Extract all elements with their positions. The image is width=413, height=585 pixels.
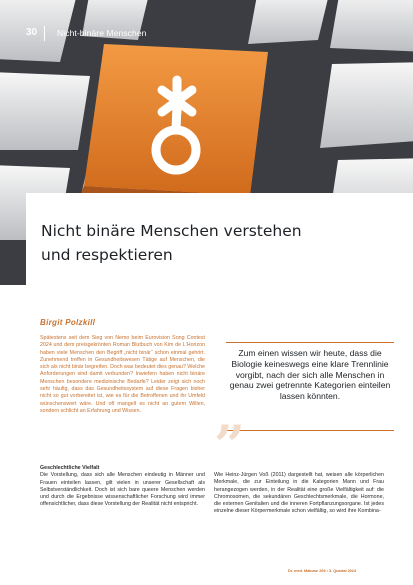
quote-rule-top bbox=[226, 342, 394, 343]
title-box bbox=[26, 193, 413, 285]
quote-rule-bottom bbox=[226, 430, 394, 431]
lead-paragraph bbox=[40, 335, 205, 415]
right-column-body bbox=[214, 472, 384, 516]
body-text-right: Wie Heinz-Jürgen Voß (2011) dargestellt hat, weisen alle körperlichen Merkmale, die zur Einteilung in die Kategorien Mann und Frau herangezogen werden, in der Realität eine große Vielfältigkeit auf: die Chromosomen, die sekundären Geschlechtsmerkmale, die Hormone, die externen Genitalien und die inneren Fortpflanzungsorgane. Ist jedes einzelne dieser Körpermerkmale schon vielfältig, so wird ihre Kombina- bbox=[214, 472, 384, 515]
quote-mark-icon: ” bbox=[214, 413, 246, 477]
subheading: Geschlechtliche Vielfalt bbox=[40, 465, 100, 471]
author-name: Birgit Polzkill bbox=[40, 318, 96, 327]
left-column-body bbox=[40, 465, 205, 509]
page-footer: Dr. med. Mabuse 269 • 3. Quartal 2024 bbox=[288, 569, 357, 573]
title-line-1: Nicht binäre Menschen verstehen bbox=[41, 222, 302, 240]
body-text-left: Die Vorstellung, dass sich alle Menschen eindeutig in Männer und Frauen einteilen lassen, gilt vielen in unserer Gesellschaft als Selbstverständlichkeit. Doch ist sich bare queere Menschen werden und durch die Ergebnisse wissenschaftlicher Forschung wird immer offensichtlicher, dass diese Vorstellung der Realität nicht entspricht. bbox=[40, 472, 205, 508]
article-title bbox=[41, 219, 302, 267]
running-head: Nicht-binäre Menschen bbox=[57, 28, 147, 38]
page-number: 30 bbox=[26, 27, 38, 38]
title-line-2: und respektieren bbox=[41, 246, 173, 264]
pull-quote: Zum einen wissen wir heute, dass die Biologie keineswegs eine klare Trennlinie vorgibt, nach der sich alle Menschen in genau zwei getrennte Kategorien einteilen lassen könnten. bbox=[229, 348, 391, 402]
lead-text: Spätestens seit dem Sieg von Nemo beim Eurovision Song Contest 2024 und dem preisgekrönten Roman Blutbuch von Kim de L'Horizon haben viele Menschen den Begriff „nicht binär“ schon einmal gehört. Zunehmend treffen in Gesundheitswesen Tätige auf Menschen, die sich als nicht binär begreifen. Doch was bedeutet dies genau? Welche Anforderungen sind damit verbunden? Inwiefern haben nicht binäre Menschen besondere medizinische Bedarfe? Leider zeigt sich noch sehr häufig, dass das Gesundheitssystem auf diese Fragen bisher nicht so gut vorbereitet ist, wie es für die Betroffenen und ihr Umfeld wünschenswert wäre. Und oft mangelt es nicht an gutem Willen, sondern schlicht an Erfahrung und Wissen. bbox=[40, 335, 205, 414]
header-divider bbox=[44, 26, 45, 41]
